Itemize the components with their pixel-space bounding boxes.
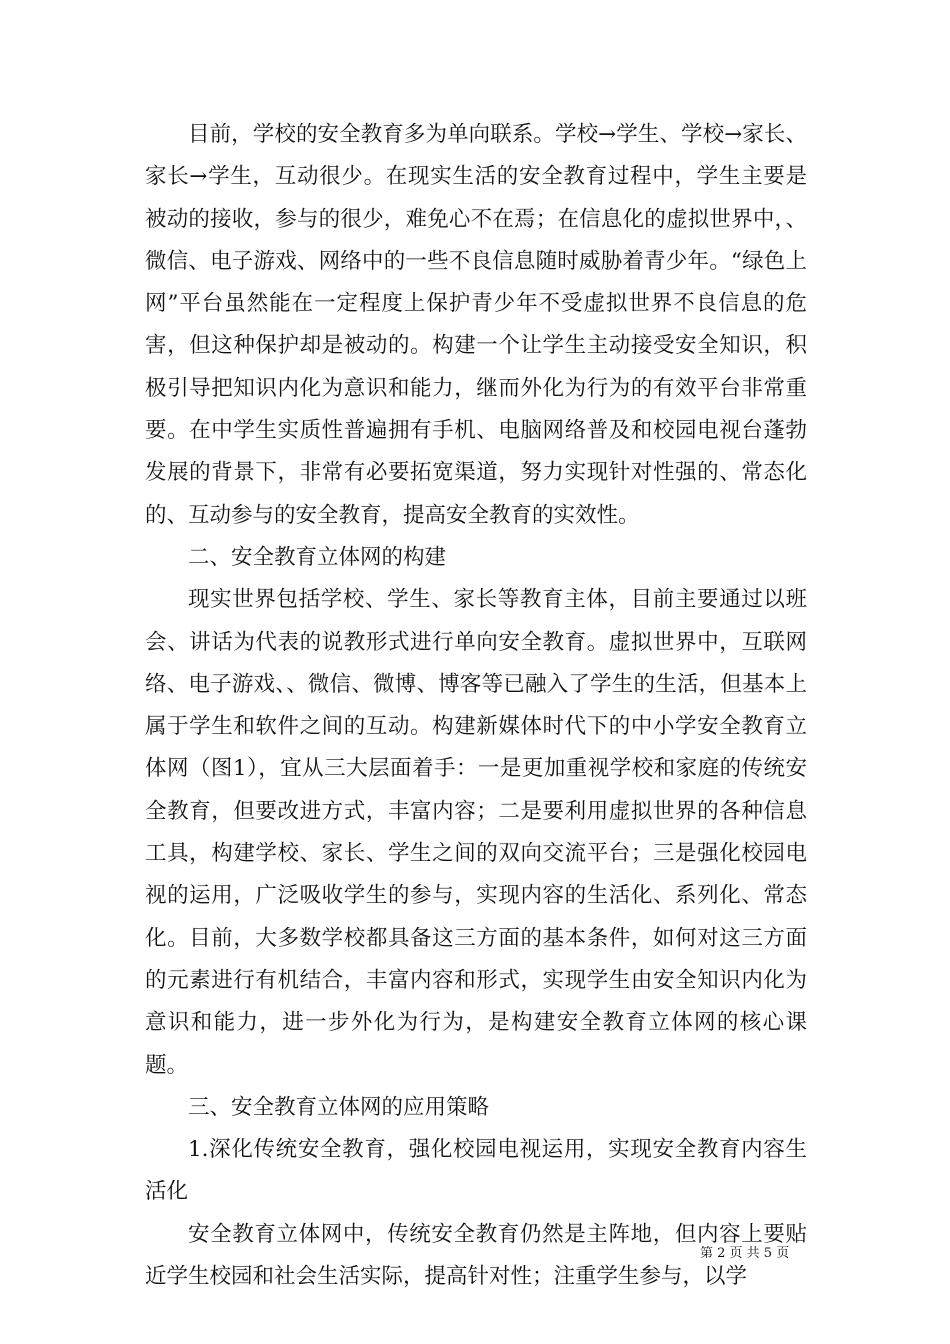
page-number: 第 2 页 共 5 页 [700,1246,790,1261]
section-heading-construction: 二、安全教育立体网的构建 [188,544,447,570]
section-heading-strategy: 三、安全教育立体网的应用策略 [188,1094,490,1120]
document-body [145,114,807,1298]
paragraph-construction: 现实世界包括学校、学生、家长等教育主体，目前主要通过以班会、讲话为代表的说教形式进行单向安全教育。虚拟世界中，互联网络、电子游戏、、微信、微博、博客等已融入了学生的生活，但基本上属于学生和软件之间的互动。构建新媒体时代下的中小学安全教育立体网（图1），宜从三大层面着手：一是更加重视学校和家庭的传统安全教育，但要改进方式，丰富内容；二是要利用虚拟世界的各种信息工具，构建学校、家长、学生之间的双向交流平台；三是强化校园电视的运用，广泛吸收学生的参与，实现内容的生活化、系列化、常态化。目前，大多数学校都具备这三方面的基本条件，如何对这三方面的元素进行有机结合，丰富内容和形式，实现学生由安全知识内化为意识和能力，进一步外化为行为，是构建安全教育立体网的核心课题。 [145,587,807,1078]
paragraph-strategy: 安全教育立体网中，传统安全教育仍然是主阵地，但内容上要贴近学生校园和社会生活实际，提高针对性；注重学生参与，以学 [145,1221,807,1290]
subsection-heading-1: 1.深化传统安全教育，强化校园电视运用，实现安全教育内容生活化 [145,1137,807,1205]
paragraph-current-situation: 目前，学校的安全教育多为单向联系。学校→学生、学校→家长、家长→学生，互动很少。在现实生活的安全教育过程中，学生主要是被动的接收，参与的很少，难免心不在焉；在信息化的虚拟世界中，、微信、电子游戏、网络中的一些不良信息随时威胁着青少年。“绿色上网”平台虽然能在一定程度上保护青少年不受虚拟世界不良信息的危害，但这种保护却是被动的。构建一个让学生主动接受安全知识，积极引导把知识内化为意识和能力，继而外化为行为的有效平台非常重要。在中学生实质性普遍拥有手机、电脑网络普及和校园电视台蓬勃发展的背景下，非常有必要拓宽渠道，努力实现针对性强的、常态化的、互动参与的安全教育，提高安全教育的实效性。 [145,122,807,528]
